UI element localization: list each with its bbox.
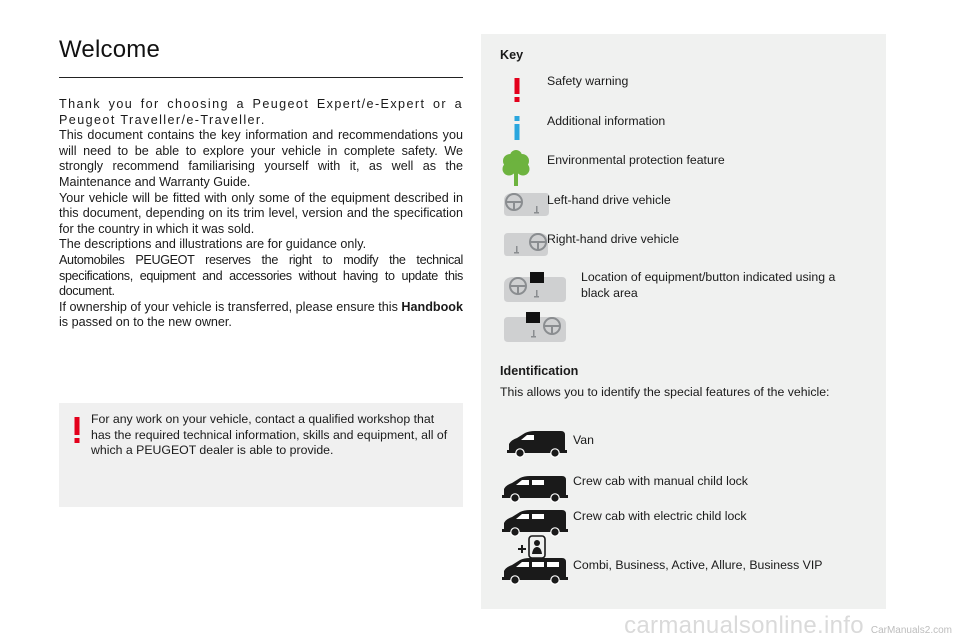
key-label-location: Location of equipment/button indicated using a black area	[581, 270, 836, 300]
welcome-paragraph-6	[59, 300, 463, 331]
tree-icon	[502, 150, 530, 186]
identification-description: This allows you to identify the special features of the vehicle:	[500, 385, 830, 399]
watermark-text: carmanualsonline.info	[624, 612, 864, 639]
dashboard-location-icon	[502, 310, 568, 344]
welcome-paragraph-2: This document contains the key information and recommendations you will need to be able to explore your vehicle in complete safety. We strongly recommend familiarising yourself with it, as well as the Maintenance and Warranty Guide.	[59, 128, 463, 189]
welcome-paragraph-3: Your vehicle will be fitted with only some of the equipment described in this document, depending on its trim level, version and the specification for the country in which it was sold.	[59, 190, 463, 236]
title-divider	[59, 77, 463, 78]
welcome-section	[59, 36, 463, 331]
combi-icon	[502, 556, 568, 586]
key-label-rhd: Right-hand drive vehicle	[547, 232, 679, 246]
identification-title: Identification	[500, 364, 579, 378]
crew-cab-electric-icon	[502, 508, 568, 538]
key-title: Key	[500, 48, 524, 62]
info-icon	[512, 116, 522, 140]
key-label-environmental: Environmental protection feature	[547, 153, 725, 167]
crew-cab-manual-icon	[502, 474, 568, 504]
identification-label-crew-cab-manual: Crew cab with manual child lock	[573, 474, 748, 488]
key-label-lhd: Left-hand drive vehicle	[547, 193, 671, 207]
workshop-warning-text: For any work on your vehicle, contact a qualified workshop that has the required technical information, skills and equipment, all of which a PEUGEOT dealer is able to provide.	[91, 412, 448, 458]
exclamation-icon	[512, 78, 522, 102]
p6-text-after: is passed on to the new owner.	[59, 315, 232, 330]
exclamation-icon	[72, 417, 82, 443]
van-icon	[507, 429, 567, 459]
key-label-safety-warning: Safety warning	[547, 74, 629, 88]
welcome-paragraph-5: Automobiles PEUGEOT reserves the right to modify the technical specifications, equipment and accessories without having to update this document.	[59, 252, 463, 299]
welcome-paragraph-4: The descriptions and illustrations are for guidance only.	[59, 237, 367, 252]
identification-label-van: Van	[573, 433, 594, 447]
right-hand-drive-icon	[502, 230, 550, 258]
handbook-bold: Handbook	[401, 299, 463, 314]
page-title: Welcome	[59, 36, 160, 63]
key-label-additional-info: Additional information	[547, 114, 666, 128]
watermark-small-text: CarManuals2.com	[870, 625, 952, 636]
dashboard-location-icon	[502, 270, 568, 304]
welcome-body	[59, 97, 463, 331]
left-hand-drive-icon	[502, 190, 550, 218]
welcome-paragraph-1: Thank you for choosing a Peugeot Expert/e-Expert or a Peugeot Traveller/e-Traveller.	[59, 97, 463, 127]
p6-text-before: If ownership of your vehicle is transferred, please ensure this	[59, 299, 402, 314]
identification-label-combi: Combi, Business, Active, Allure, Business VIP	[573, 558, 823, 572]
workshop-warning-box	[59, 403, 463, 507]
identification-label-crew-cab-electric: Crew cab with electric child lock	[573, 509, 747, 523]
footer-watermark	[624, 612, 952, 640]
key-panel	[481, 34, 886, 609]
